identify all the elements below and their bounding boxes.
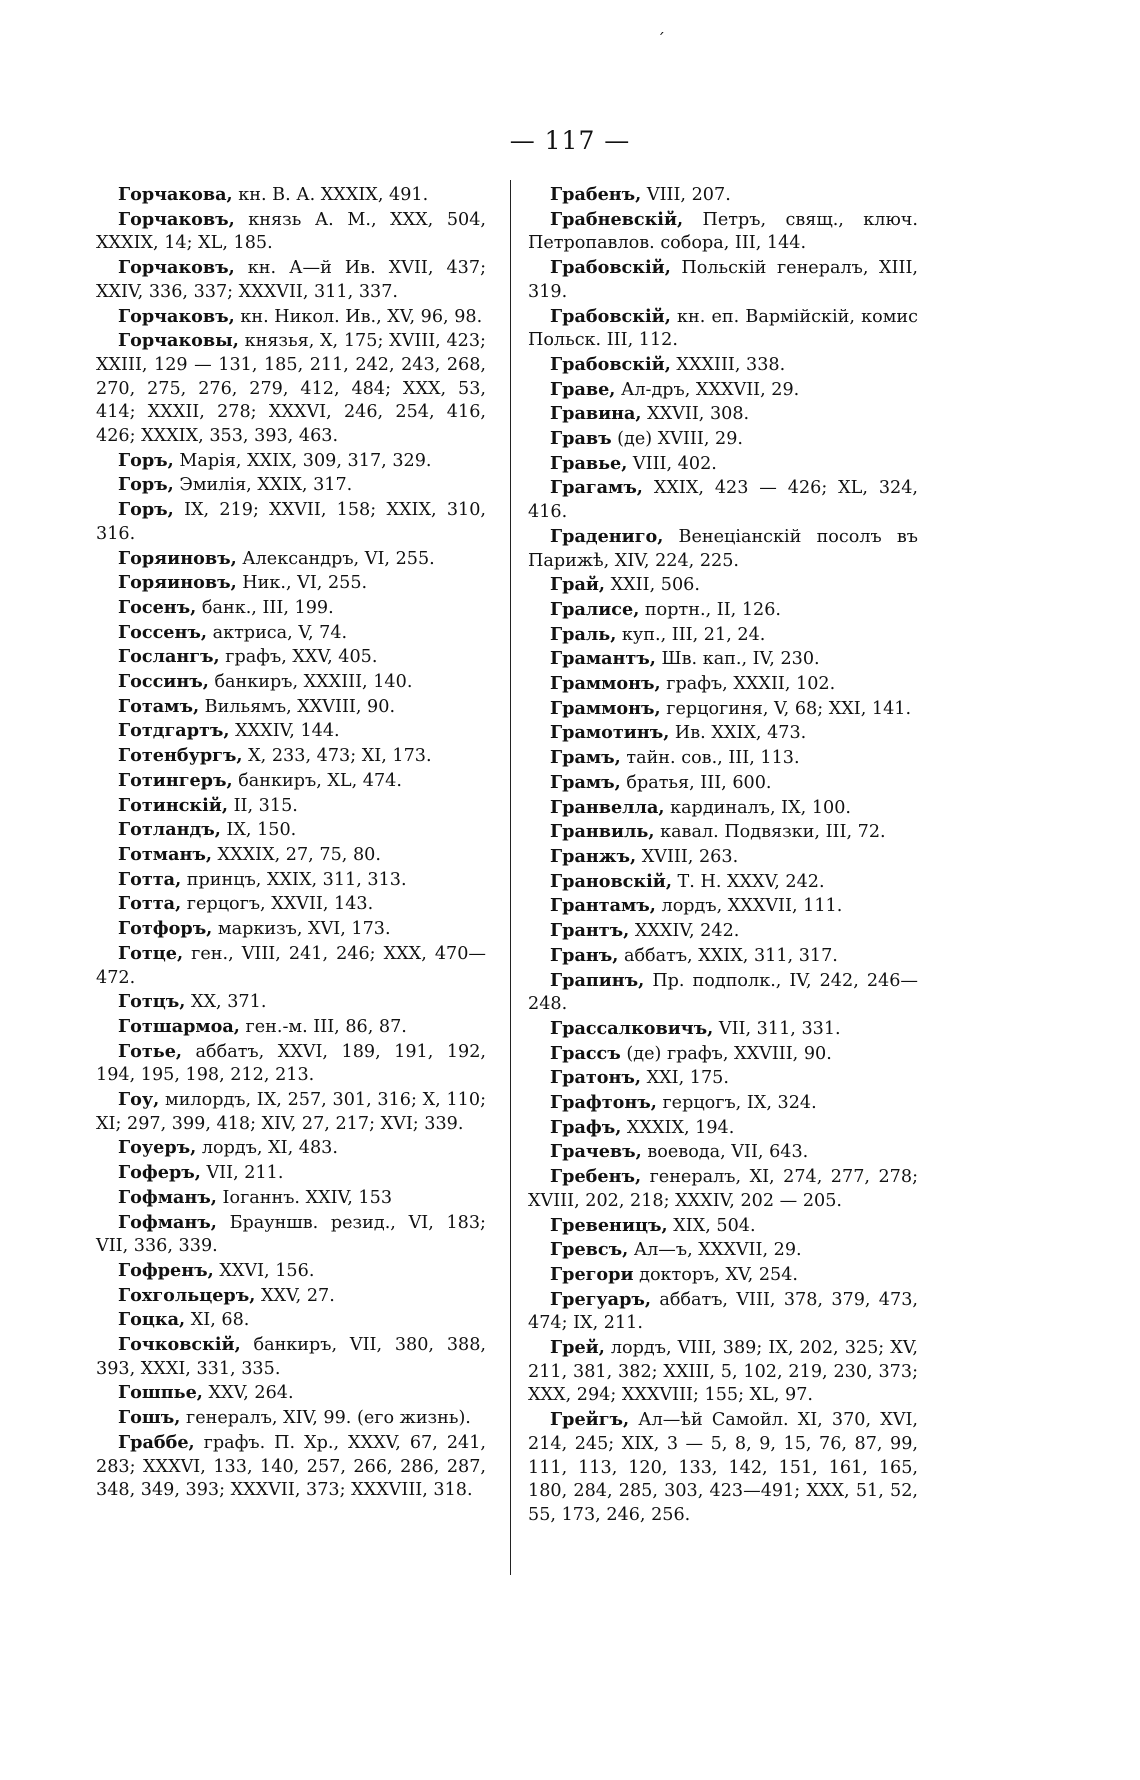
index-entry: [528, 573, 918, 598]
entry-heading: Готдгартъ,: [118, 720, 230, 742]
entry-references: XXXIV, 242.: [629, 921, 740, 942]
index-entry: [528, 208, 918, 256]
index-entry: [96, 1406, 486, 1431]
index-entry: [528, 623, 918, 648]
entry-heading: Грей,: [550, 1337, 605, 1359]
entry-heading: Гребенъ,: [550, 1166, 642, 1188]
entry-references: герцогиня, V, 68; XXI, 141.: [660, 698, 912, 719]
index-entry: [528, 820, 918, 845]
index-entry: [528, 378, 918, 403]
index-entry: [96, 1381, 486, 1406]
entry-references: X, 233, 473; XI, 173.: [242, 746, 432, 767]
entry-heading: Грай,: [550, 574, 606, 596]
index-entry: [96, 1259, 486, 1284]
entry-references: тайн. сов., III, 113.: [620, 748, 800, 769]
entry-heading: Горчакова,: [118, 184, 233, 205]
index-entry: [96, 818, 486, 843]
index-entry: [96, 596, 486, 621]
entry-heading: Грамъ,: [550, 771, 621, 793]
index-entry: [528, 1116, 918, 1141]
index-entry: [96, 621, 486, 646]
index-entry: [528, 969, 918, 1017]
entry-heading: Горчаковъ,: [118, 257, 235, 279]
entry-heading: Гофренъ,: [118, 1259, 214, 1281]
entry-heading: Готенбургъ,: [118, 745, 243, 767]
entry-references: XXVII, 308.: [641, 404, 750, 425]
index-entry: [528, 944, 918, 969]
entry-heading: Грегуаръ,: [550, 1288, 652, 1310]
index-entry: [528, 721, 918, 746]
entry-heading: Горяиновъ,: [118, 572, 237, 594]
entry-heading: Гравъ: [550, 428, 612, 450]
entry-references: XXXIII, 338.: [670, 354, 786, 375]
index-entry: [96, 645, 486, 670]
entry-references: (де) графъ, XXVIII, 90.: [620, 1043, 832, 1064]
index-entry: [96, 1040, 486, 1088]
entry-heading: Грантъ,: [550, 920, 630, 942]
entry-heading: Гранъ,: [550, 944, 619, 966]
entry-heading: Горъ,: [118, 474, 174, 496]
entry-references: братья, III, 600.: [620, 772, 772, 793]
entry-references: кн. В. А. XXXIX, 491.: [232, 185, 429, 205]
index-entry: [528, 452, 918, 477]
entry-heading: Грапинъ,: [550, 969, 645, 991]
index-entry: [96, 719, 486, 744]
entry-heading: Грановскій,: [550, 870, 672, 892]
index-entry: [528, 1140, 918, 1165]
entry-heading: Грейгъ,: [550, 1409, 630, 1431]
entry-heading: Гранжъ,: [550, 845, 637, 867]
index-entry: [96, 1431, 486, 1503]
entry-heading: Готингеръ,: [118, 769, 233, 791]
entry-references: докторъ, XV, 254.: [633, 1264, 799, 1285]
index-entry: [96, 256, 486, 304]
index-entry: [96, 329, 486, 449]
entry-heading: Горчаковы,: [118, 330, 239, 352]
entry-heading: Готфоръ,: [118, 918, 213, 940]
index-entry: [96, 868, 486, 893]
entry-heading: Грабовскій,: [550, 305, 671, 327]
entry-heading: Гратонъ,: [550, 1067, 641, 1089]
index-entry: [96, 695, 486, 720]
entry-heading: Гофманъ,: [118, 1186, 217, 1208]
column-divider: [510, 180, 511, 1575]
entry-heading: Граммонъ,: [550, 673, 661, 695]
entry-heading: Готцъ,: [118, 991, 186, 1013]
entry-heading: Граве,: [550, 378, 616, 400]
index-entry: [528, 183, 918, 208]
entry-references: куп., III, 21, 24.: [616, 624, 766, 645]
index-entry: [96, 1186, 486, 1211]
entry-references: Т. Н. XXXV, 242.: [671, 871, 825, 892]
entry-references: Вильямъ, XXVIII, 90.: [199, 696, 396, 717]
entry-references: кн. еп. Вармійскій, комис Польск. III, 112.: [528, 306, 918, 351]
entry-references: князь А. М., XXX, 504, XXXIX, 14; XL, 185.: [96, 209, 486, 254]
entry-heading: Грамантъ,: [550, 648, 656, 670]
entry-references: Эмилія, XXIX, 317.: [173, 475, 353, 496]
entry-heading: Градениго,: [550, 525, 664, 547]
entry-heading: Грабневскій,: [550, 208, 684, 230]
index-entry: [96, 571, 486, 596]
index-entry: [96, 473, 486, 498]
entry-references: маркизъ, XVI, 173.: [212, 919, 391, 940]
index-entry: [528, 1165, 918, 1213]
entry-heading: Гоферъ,: [118, 1162, 201, 1184]
entry-references: графъ, XXXII, 102.: [660, 674, 836, 695]
entry-references: XVIII, 263.: [636, 846, 739, 867]
index-entry: [96, 305, 486, 330]
entry-references: Польскій генералъ, XIII, 319.: [528, 258, 918, 302]
entry-heading: Госсенъ,: [118, 621, 207, 643]
entry-references: Ал-дръ, XXXVII, 29.: [615, 379, 800, 400]
index-entry: [96, 942, 486, 990]
index-entry: [96, 990, 486, 1015]
entry-heading: Гравина,: [550, 403, 642, 425]
entry-references: генералъ, XI, 274, 277, 278; XVIII, 202, 218; XXXIV, 202 — 205.: [528, 1167, 918, 1211]
index-entry: [96, 547, 486, 572]
index-entry: [96, 1015, 486, 1040]
entry-references: ген.-м. III, 86, 87.: [239, 1016, 407, 1037]
entry-references: аббатъ, XXVI, 189, 191, 192, 194, 195, 198, 212, 213.: [96, 1041, 486, 1086]
entry-references: Шв. кап., IV, 230.: [655, 649, 820, 670]
index-entry: [96, 1284, 486, 1309]
entry-references: герцогъ, XXVII, 143.: [181, 894, 374, 915]
index-entry: [528, 1238, 918, 1263]
entry-heading: Горъ,: [118, 499, 174, 521]
entry-heading: Грабенъ,: [550, 184, 642, 205]
index-entry: [528, 870, 918, 895]
entry-references: князья, X, 175; XVIII, 423; XXIII, 129 — 131, 185, 211, 242, 243, 268, 270, 275, 276, 279, 412, 484; XXX, 53, 414; XXXII, 278; XXXVI, 246, 254, 416, 426; XXXIX, 353, 393, 463.: [96, 331, 486, 447]
entry-heading: Готшармоа,: [118, 1015, 240, 1037]
index-entry: [528, 1066, 918, 1091]
index-entry: [96, 794, 486, 819]
index-entry: [96, 498, 486, 546]
index-entry: [528, 697, 918, 722]
entry-heading: Готландъ,: [118, 819, 221, 841]
entry-heading: Горъ,: [118, 449, 174, 471]
entry-references: XXV, 264.: [202, 1383, 294, 1404]
entry-references: банкиръ, VII, 380, 388, 393, XXXI, 331, 335.: [96, 1335, 486, 1379]
entry-references: графъ. П. Хр., XXXV, 67, 241, 283; XXXVI, 133, 140, 257, 266, 286, 287, 348, 349, 393; XXXVII, 373; XXXVIII, 318.: [96, 1432, 486, 1501]
index-entry: [528, 1042, 918, 1067]
entry-references: лордъ, XI, 483.: [196, 1138, 338, 1159]
entry-heading: Готта,: [118, 868, 182, 890]
entry-heading: Гранвелла,: [550, 796, 665, 818]
entry-heading: Готце,: [118, 942, 184, 964]
entry-heading: Грегори: [550, 1263, 634, 1285]
entry-heading: Грамъ,: [550, 747, 621, 769]
index-entry: [528, 845, 918, 870]
entry-references: актриса, V, 74.: [207, 622, 348, 643]
index-entry: [96, 1308, 486, 1333]
index-entry: [528, 647, 918, 672]
index-entry: [528, 353, 918, 378]
entry-references: банкиръ, XXXIII, 140.: [208, 672, 413, 693]
entry-heading: Грамотинъ,: [550, 722, 670, 744]
index-entry: [96, 1211, 486, 1259]
entry-heading: Гоцка,: [118, 1309, 186, 1331]
entry-references: кардиналъ, IX, 100.: [664, 797, 851, 818]
entry-heading: Грабовскій,: [550, 257, 671, 279]
index-entry: [528, 402, 918, 427]
entry-heading: Госсинъ,: [118, 671, 209, 693]
entry-heading: Грачевъ,: [550, 1141, 642, 1163]
entry-references: графъ, XXV, 405.: [219, 647, 378, 668]
index-entry: [96, 892, 486, 917]
entry-references: милордъ, IX, 257, 301, 316; X, 110; XI; 297, 399, 418; XIV, 27, 217; XVI; 339.: [96, 1090, 486, 1134]
entry-heading: Гослангъ,: [118, 646, 220, 668]
entry-references: IX, 219; XXVII, 158; XXIX, 310, 316.: [96, 500, 486, 544]
entry-references: Венеціанскій посолъ въ Парижѣ, XIV, 224, 225.: [528, 526, 918, 571]
entry-references: XXI, 175.: [640, 1068, 729, 1089]
entry-heading: Гревеницъ,: [550, 1214, 668, 1236]
index-entry: [528, 598, 918, 623]
index-entry: [528, 305, 918, 353]
index-entry: [528, 771, 918, 796]
entry-heading: Гралисе,: [550, 598, 640, 620]
index-entry: [528, 427, 918, 452]
index-entry: [96, 1136, 486, 1161]
entry-references: Ал—ъ, XXXVII, 29.: [628, 1240, 802, 1261]
entry-heading: Графъ,: [550, 1116, 622, 1138]
index-entry: [528, 1288, 918, 1336]
entry-references: ген., VIII, 241, 246; XXX, 470—472.: [96, 943, 486, 988]
entry-references: II, 315.: [228, 795, 298, 816]
entry-references: XXXIV, 144.: [229, 721, 340, 742]
entry-references: Марія, XXIX, 309, 317, 329.: [173, 450, 432, 471]
index-entry: [528, 672, 918, 697]
entry-references: герцогъ, IX, 324.: [656, 1093, 817, 1114]
entry-references: воевода, VII, 643.: [641, 1142, 809, 1163]
entry-heading: Готта,: [118, 893, 182, 915]
entry-heading: Гоу,: [118, 1089, 160, 1111]
entry-references: банкиръ, XL, 474.: [232, 770, 402, 791]
entry-heading: Гохгольцеръ,: [118, 1284, 256, 1306]
index-entry: [528, 1017, 918, 1042]
index-entry: [528, 476, 918, 524]
entry-heading: Гошъ,: [118, 1407, 181, 1429]
entry-references: XXXIX, 194.: [621, 1117, 735, 1138]
entry-references: VII, 311, 331.: [713, 1018, 841, 1039]
entry-references: IX, 150.: [220, 820, 297, 841]
index-entry: [528, 796, 918, 821]
entry-references: банк., III, 199.: [196, 597, 334, 618]
entry-heading: Готье,: [118, 1040, 183, 1062]
entry-references: XIX, 504.: [667, 1215, 756, 1236]
entry-heading: Гофманъ,: [118, 1211, 217, 1233]
entry-references: Ив. XXIX, 473.: [669, 723, 807, 744]
entry-heading: Граль,: [550, 623, 617, 645]
entry-heading: Грассалковичъ,: [550, 1017, 714, 1039]
index-entry: [528, 525, 918, 573]
entry-references: генералъ, XIV, 99. (его жизнь).: [180, 1408, 471, 1429]
index-entry: [96, 769, 486, 794]
entry-references: кн. Никол. Ив., XV, 96, 98.: [234, 306, 483, 327]
entry-heading: Графтонъ,: [550, 1092, 657, 1114]
entry-heading: Гравье,: [550, 452, 628, 474]
entry-heading: Грантамъ,: [550, 895, 656, 917]
entry-heading: Гошпье,: [118, 1382, 203, 1404]
index-entry: [96, 208, 486, 256]
entry-references: Брауншв. резид., VI, 183; VII, 336, 339.: [96, 1212, 486, 1257]
index-entry: [528, 919, 918, 944]
entry-references: XXII, 506.: [605, 575, 700, 596]
index-entry: [96, 1333, 486, 1381]
entry-references: кавал. Подвязки, III, 72.: [654, 822, 886, 843]
index-column-left: [96, 183, 486, 1503]
entry-references: Петръ, свящ., ключ. Петропавлов. собора, III, 144.: [528, 209, 918, 254]
index-entry: [96, 917, 486, 942]
entry-references: лордъ, VIII, 389; IX, 202, 325; XV, 211, 381, 382; XXIII, 5, 102, 219, 230, 373; XXX, 294; XXXVIII; 155; XL, 97.: [528, 1338, 918, 1406]
entry-heading: Граббе,: [118, 1431, 195, 1453]
index-entry: [528, 1336, 918, 1408]
entry-heading: Госенъ,: [118, 596, 197, 618]
entry-references: VIII, 207.: [641, 185, 731, 205]
index-entry: [96, 744, 486, 769]
entry-references: Александръ, VI, 255.: [236, 548, 435, 569]
entry-heading: Гоуеръ,: [118, 1137, 197, 1159]
index-entry: [528, 1091, 918, 1116]
entry-heading: Горчаковъ,: [118, 305, 235, 327]
entry-heading: Грассъ: [550, 1042, 621, 1064]
index-entry: [528, 1214, 918, 1239]
entry-heading: Горчаковъ,: [118, 208, 235, 230]
index-entry: [96, 843, 486, 868]
entry-references: XXV, 27.: [255, 1285, 335, 1306]
entry-heading: Грагамъ,: [550, 477, 643, 499]
index-entry: [96, 1088, 486, 1136]
entry-references: лордъ, XXXVII, 111.: [655, 896, 843, 917]
index-entry: [528, 894, 918, 919]
entry-heading: Горяиновъ,: [118, 547, 237, 569]
index-entry: [528, 1263, 918, 1288]
entry-references: Іоганнъ. XXIV, 153: [216, 1187, 393, 1208]
entry-heading: Готамъ,: [118, 695, 200, 717]
entry-heading: Готманъ,: [118, 843, 212, 865]
index-column-right: [528, 183, 918, 1528]
entry-references: VII, 211.: [200, 1163, 284, 1184]
entry-heading: Гревсъ,: [550, 1239, 629, 1261]
entry-references: XI, 68.: [185, 1310, 250, 1331]
entry-heading: Гранвиль,: [550, 821, 655, 843]
entry-heading: Готинскій,: [118, 794, 228, 816]
entry-references: портн., II, 126.: [639, 599, 782, 620]
entry-heading: Грабовскій,: [550, 353, 671, 375]
page-number: — 117 —: [509, 126, 631, 155]
entry-heading: Гочковскій,: [118, 1334, 241, 1356]
entry-references: XXVI, 156.: [213, 1260, 315, 1281]
entry-references: Пр. подполк., IV, 242, 246—248.: [528, 970, 918, 1015]
index-entry: [528, 1408, 918, 1528]
index-entry: [96, 183, 486, 208]
index-entry: [96, 1161, 486, 1186]
stray-mark: ˊ: [657, 30, 665, 49]
index-entry: [528, 746, 918, 771]
entry-references: Ал—ѣй Самойл. XI, 370, XVI, 214, 245; XIX, 3 — 5, 8, 9, 15, 76, 87, 99, 111, 113, 120, 133, 142, 151, 161, 165, 180, 284, 285, 303, 423—491; XXX, 51, 52, 55, 173, 246, 256.: [528, 1410, 918, 1525]
index-entry: [96, 670, 486, 695]
entry-references: XXIX, 423 — 426; XL, 324, 416.: [528, 478, 918, 523]
entry-references: принцъ, XXIX, 311, 313.: [181, 869, 407, 890]
index-entry: [96, 449, 486, 474]
entry-references: XX, 371.: [185, 992, 267, 1013]
entry-references: кн. А—й Ив. XVII, 437; XXIV, 336, 337; XXXVII, 311, 337.: [96, 258, 486, 302]
entry-references: XXXIX, 27, 75, 80.: [211, 844, 381, 865]
entry-references: VIII, 402.: [627, 453, 717, 474]
entry-references: аббатъ, XXIX, 311, 317.: [618, 945, 838, 966]
entry-references: (де) XVIII, 29.: [611, 429, 743, 450]
entry-references: Ник., VI, 255.: [236, 573, 368, 594]
index-entry: [528, 256, 918, 304]
entry-references: аббатъ, VIII, 378, 379, 473, 474; IX, 211.: [528, 1289, 918, 1334]
entry-heading: Граммонъ,: [550, 697, 661, 719]
